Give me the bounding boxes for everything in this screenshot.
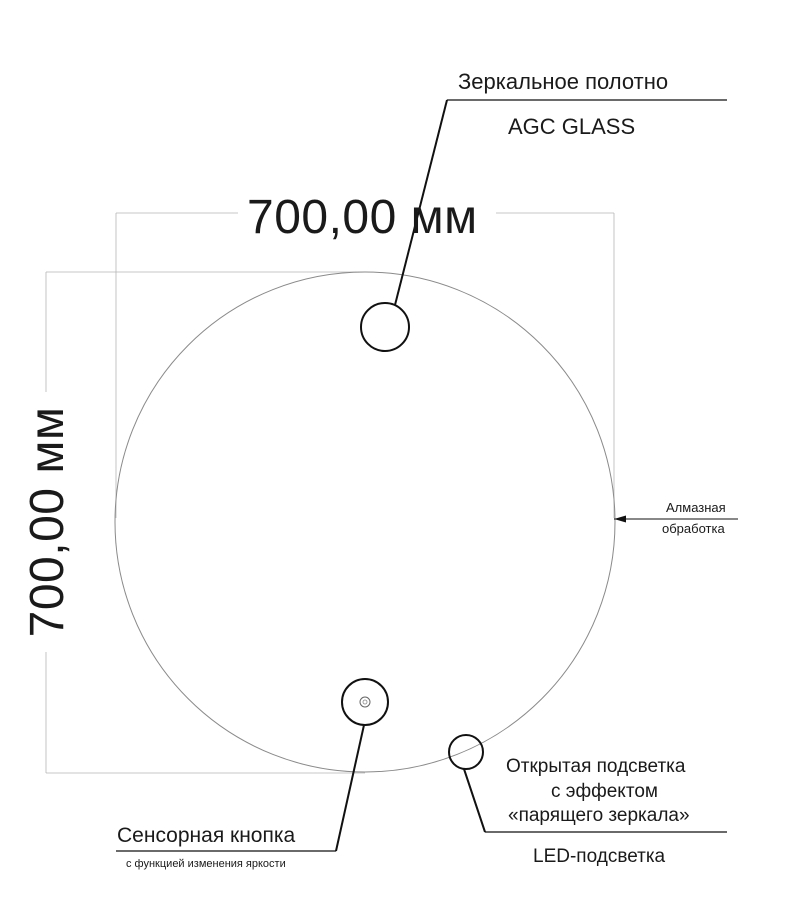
sensor-leader-line [336,725,364,851]
diamond-callout-line2: обработка [662,521,725,536]
backlight-callout-line3: «парящего зеркала» [508,805,690,826]
sensor-callout-title: Сенсорная кнопка [117,824,296,847]
sensor-button-icon-center [363,700,367,704]
backlight-callout-line2: с эффектом [551,781,658,802]
backlight-callout-marker [449,735,483,769]
mirror-callout-subtitle: AGC GLASS [508,114,636,139]
mirror-callout-title: Зеркальное полотно [458,69,669,94]
sensor-button-marker [342,679,388,725]
sensor-callout-subtitle: с функцией изменения яркости [126,858,286,870]
diamond-callout-line1: Алмазная [666,500,726,515]
diamond-arrow-head [614,516,626,523]
mirror-callout-marker [361,303,409,351]
height-dimension-label: 700,00 мм [21,406,74,638]
sensor-button-icon [360,697,370,707]
backlight-callout-subtitle: LED-подсветка [533,846,666,867]
backlight-leader-line [464,769,485,832]
backlight-callout-line1: Открытая подсветка [506,756,686,777]
width-dimension-label: 700,00 мм [247,191,478,244]
